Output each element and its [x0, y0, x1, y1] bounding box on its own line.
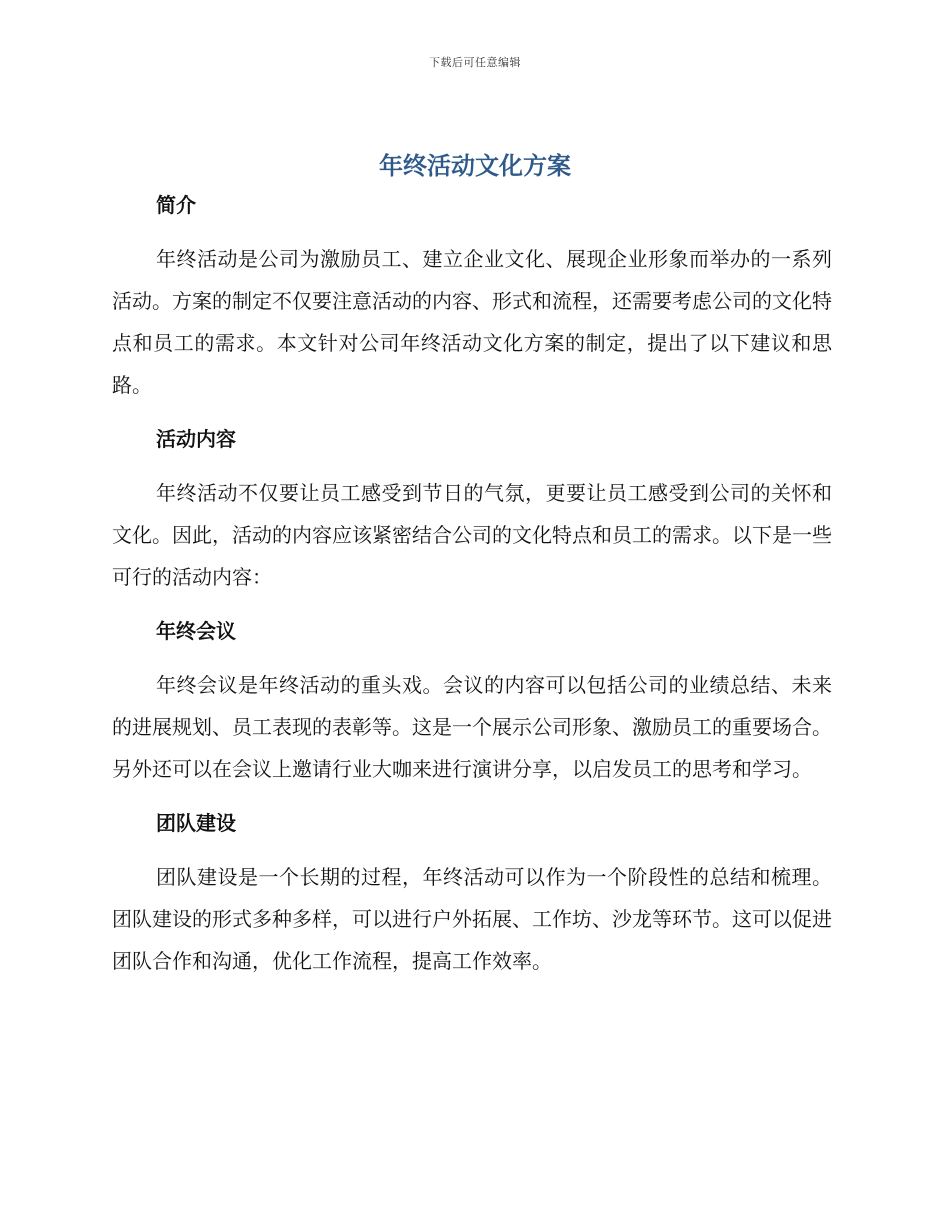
section-heading: 团队建设: [156, 811, 236, 835]
section-intro: [112, 186, 832, 406]
section-team-building: [112, 804, 832, 982]
section-heading: 活动内容: [156, 427, 236, 451]
section-paragraph: 年终会议是年终活动的重头戏。会议的内容可以包括公司的业绩总结、未来的进展规划、员工表现的表彰等。这是一个展示公司形象、激励员工的重要场合。另外还可以在会议上邀请行业大咖来进行演讲分享，以启发员工的思考和学习。: [112, 673, 832, 781]
document-title: 年终活动文化方案: [379, 152, 571, 180]
section-heading: 简介: [156, 193, 196, 217]
section-annual-meeting: [112, 612, 832, 790]
document-body: [112, 186, 832, 996]
section-paragraph: 年终活动不仅要让员工感受到节日的气氛，更要让员工感受到公司的关怀和文化。因此，活动的内容应该紧密结合公司的文化特点和员工的需求。以下是一些可行的活动内容：: [112, 481, 832, 589]
section-paragraph: 团队建设是一个长期的过程，年终活动可以作为一个阶段性的总结和梳理。团队建设的形式多种多样，可以进行户外拓展、工作坊、沙龙等环节。这可以促进团队合作和沟通，优化工作流程，提高工作效率。: [112, 865, 832, 973]
header-note: 下载后可任意编辑: [429, 56, 521, 69]
section-activity-content: [112, 420, 832, 598]
section-heading: 年终会议: [156, 619, 236, 643]
section-paragraph: 年终活动是公司为激励员工、建立企业文化、展现企业形象而举办的一系列活动。方案的制定不仅要注意活动的内容、形式和流程，还需要考虑公司的文化特点和员工的需求。本文针对公司年终活动文化方案的制定，提出了以下建议和思路。: [112, 247, 832, 397]
